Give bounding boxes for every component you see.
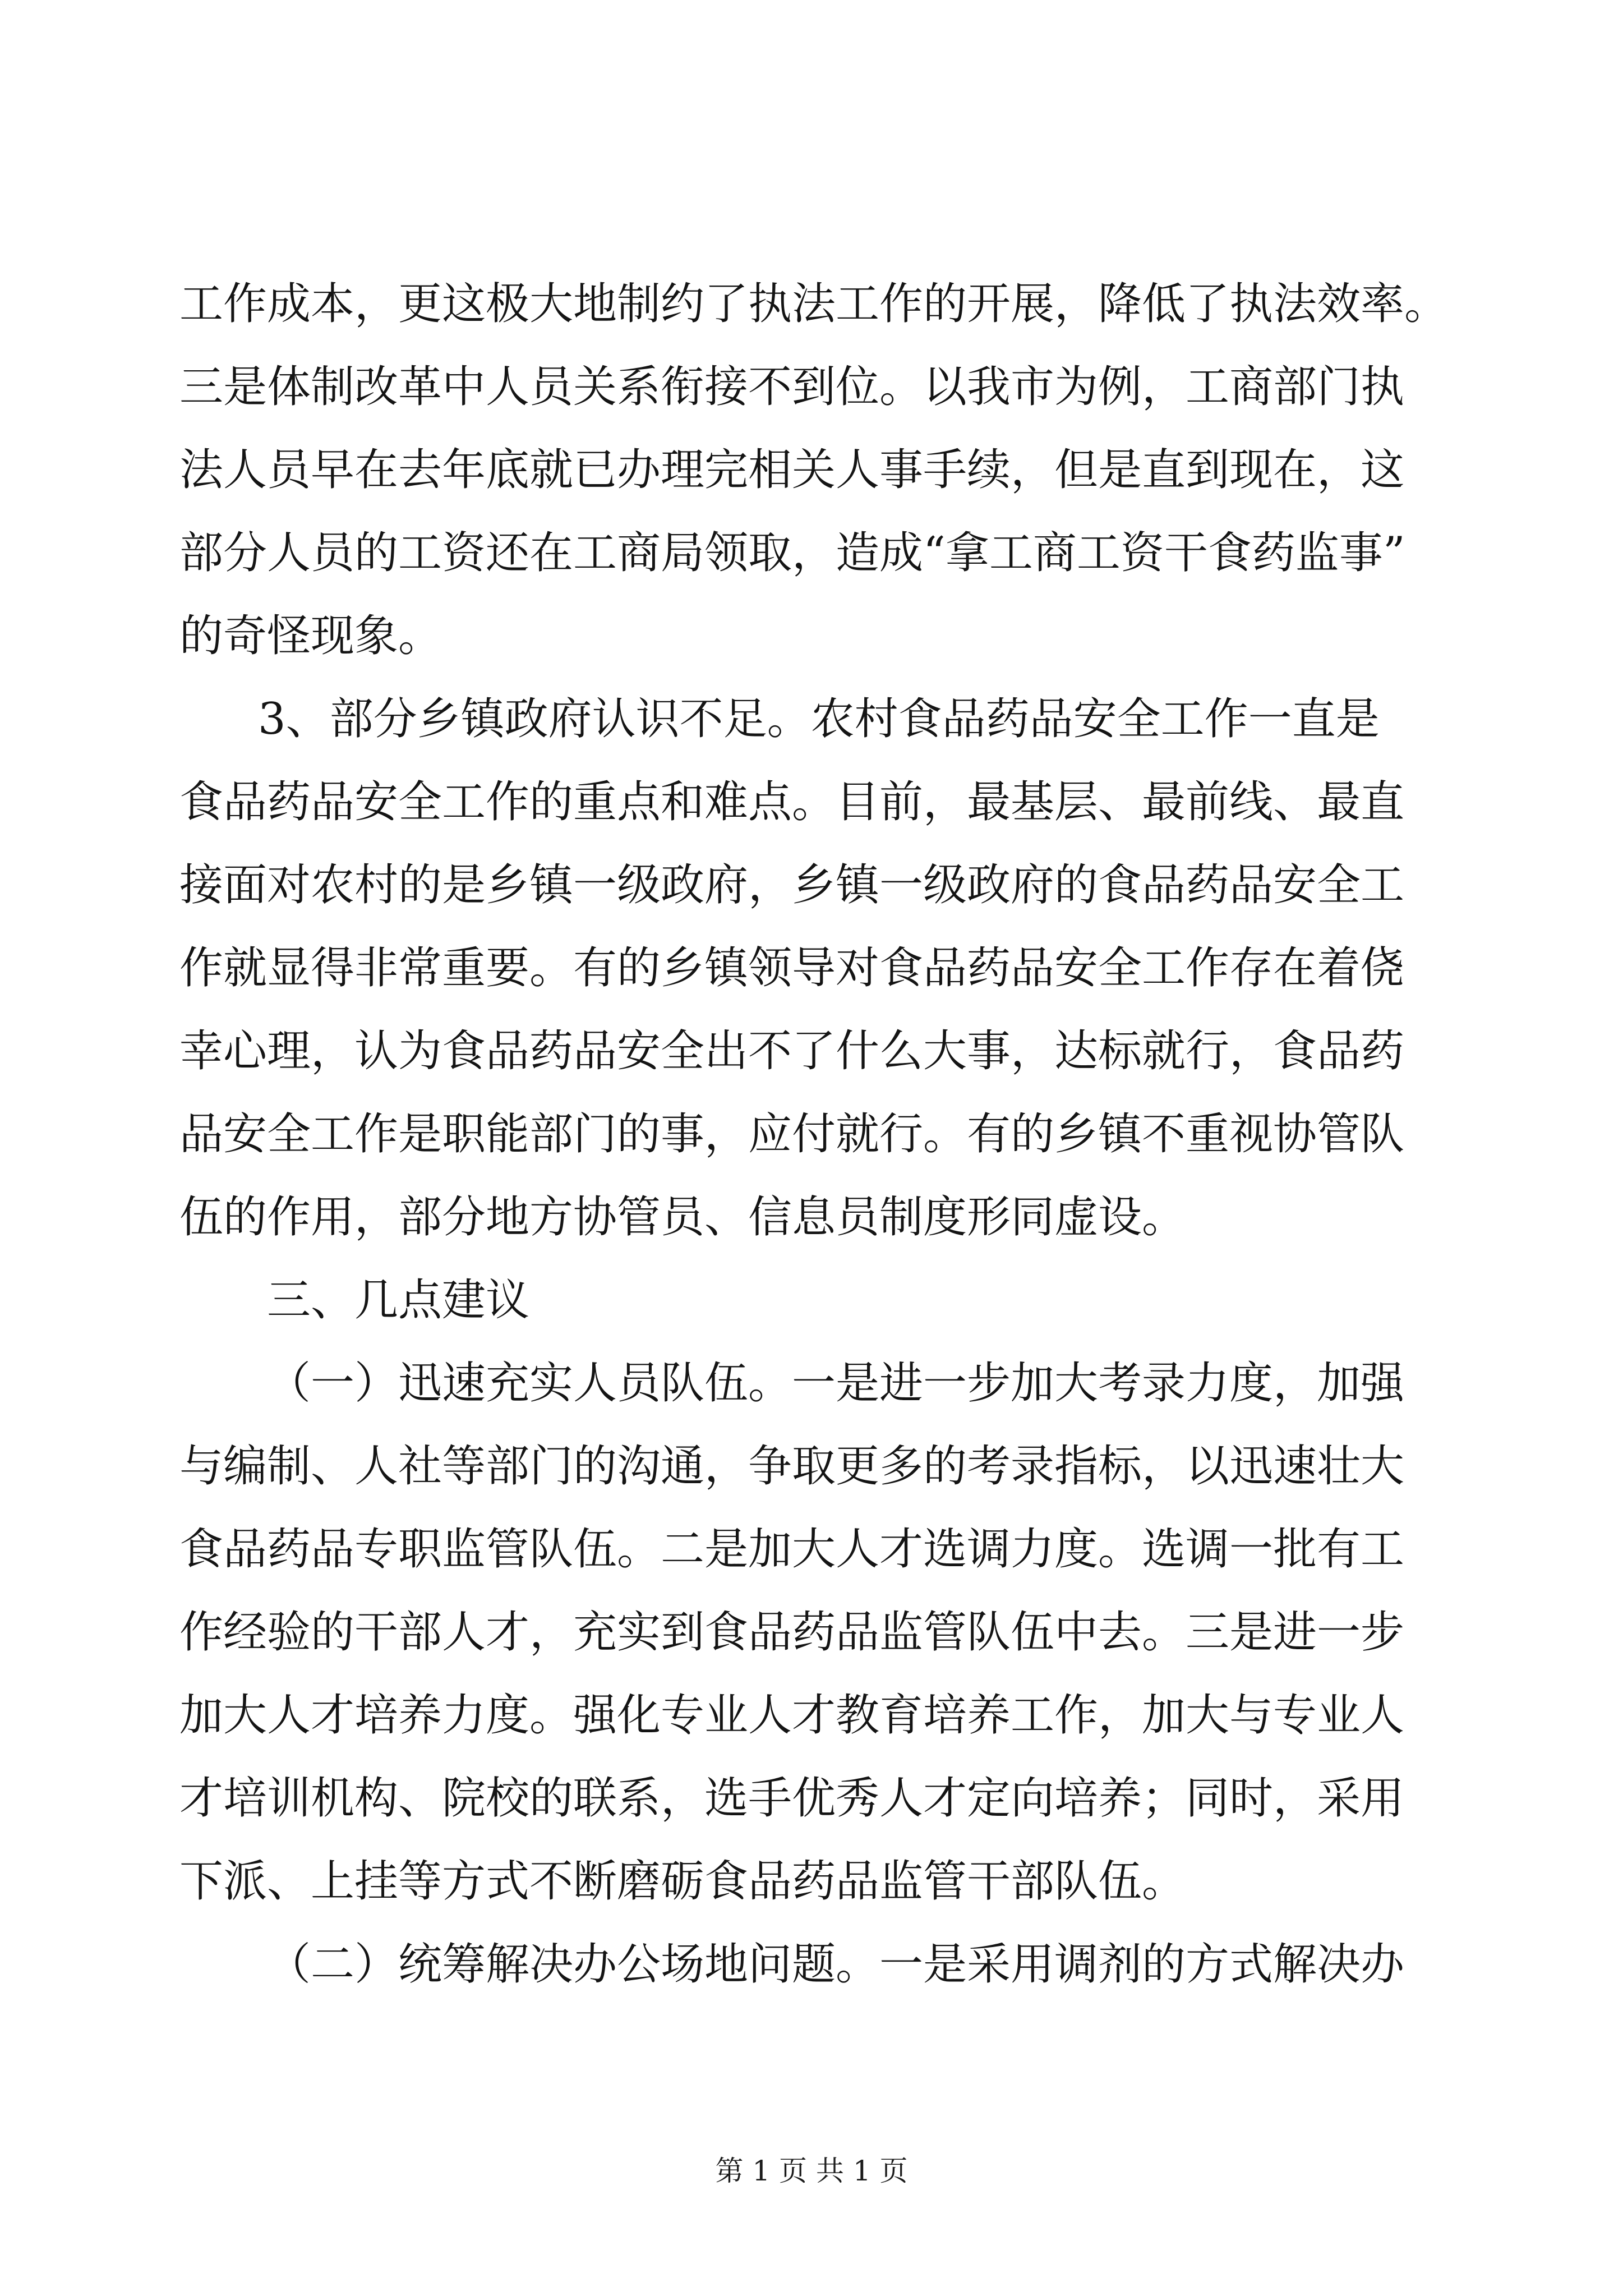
paragraph-start-line: （一）迅速充实人员队伍。一是进一步加大考录力度，加强 bbox=[267, 1358, 1405, 1409]
text-line: 与编制、人社等部门的沟通，争取更多的考录指标，以迅速壮大 bbox=[179, 1441, 1405, 1492]
text-line: 的奇怪现象。 bbox=[179, 611, 442, 661]
text-line: 作经验的干部人才，充实到食品药品监管队伍中去。三是进一步 bbox=[179, 1607, 1405, 1658]
paragraph-start-line: 3、部分乡镇政府认识不足。农村食品药品安全工作一直是 bbox=[258, 694, 1380, 744]
text-line: 食品药品安全工作的重点和难点。目前，最基层、最前线、最直 bbox=[179, 777, 1405, 827]
text-line: 三是体制改革中人员关系衔接不到位。以我市为例，工商部门执 bbox=[179, 362, 1405, 412]
text-line: 工作成本，更这极大地制约了执法工作的开展，降低了执法效率。 bbox=[179, 279, 1449, 329]
text-line: 幸心理，认为食品药品安全出不了什么大事，达标就行，食品药 bbox=[179, 1026, 1405, 1076]
text-line: 下派、上挂等方式不断磨砺食品药品监管干部队伍。 bbox=[179, 1856, 1186, 1907]
paragraph-start-line: （二）统筹解决办公场地问题。一是采用调剂的方式解决办 bbox=[267, 1939, 1405, 1990]
section-heading: 三、几点建议 bbox=[267, 1275, 530, 1326]
text-line: 食品药品专职监管队伍。二是加大人才选调力度。选调一批有工 bbox=[179, 1524, 1405, 1575]
text-line: 才培训机构、院校的联系，选手优秀人才定向培养；同时，采用 bbox=[179, 1773, 1405, 1824]
page-number-footer: 第 1 页 共 1 页 bbox=[715, 2155, 908, 2187]
document-body bbox=[179, 263, 1448, 2006]
text-line: 品安全工作是职能部门的事，应付就行。有的乡镇不重视协管队 bbox=[179, 1109, 1405, 1159]
text-line: 部分人员的工资还在工商局领取，造成“拿工商工资干食药监事” bbox=[179, 528, 1405, 578]
text-line: 加大人才培养力度。强化专业人才教育培养工作，加大与专业人 bbox=[179, 1690, 1405, 1741]
text-line: 接面对农村的是乡镇一级政府，乡镇一级政府的食品药品安全工 bbox=[179, 860, 1405, 910]
text-line: 法人员早在去年底就已办理完相关人事手续，但是直到现在，这 bbox=[179, 445, 1405, 495]
text-line: 伍的作用，部分地方协管员、信息员制度形同虚设。 bbox=[179, 1192, 1186, 1243]
text-line: 作就显得非常重要。有的乡镇领导对食品药品安全工作存在着侥 bbox=[179, 943, 1405, 993]
